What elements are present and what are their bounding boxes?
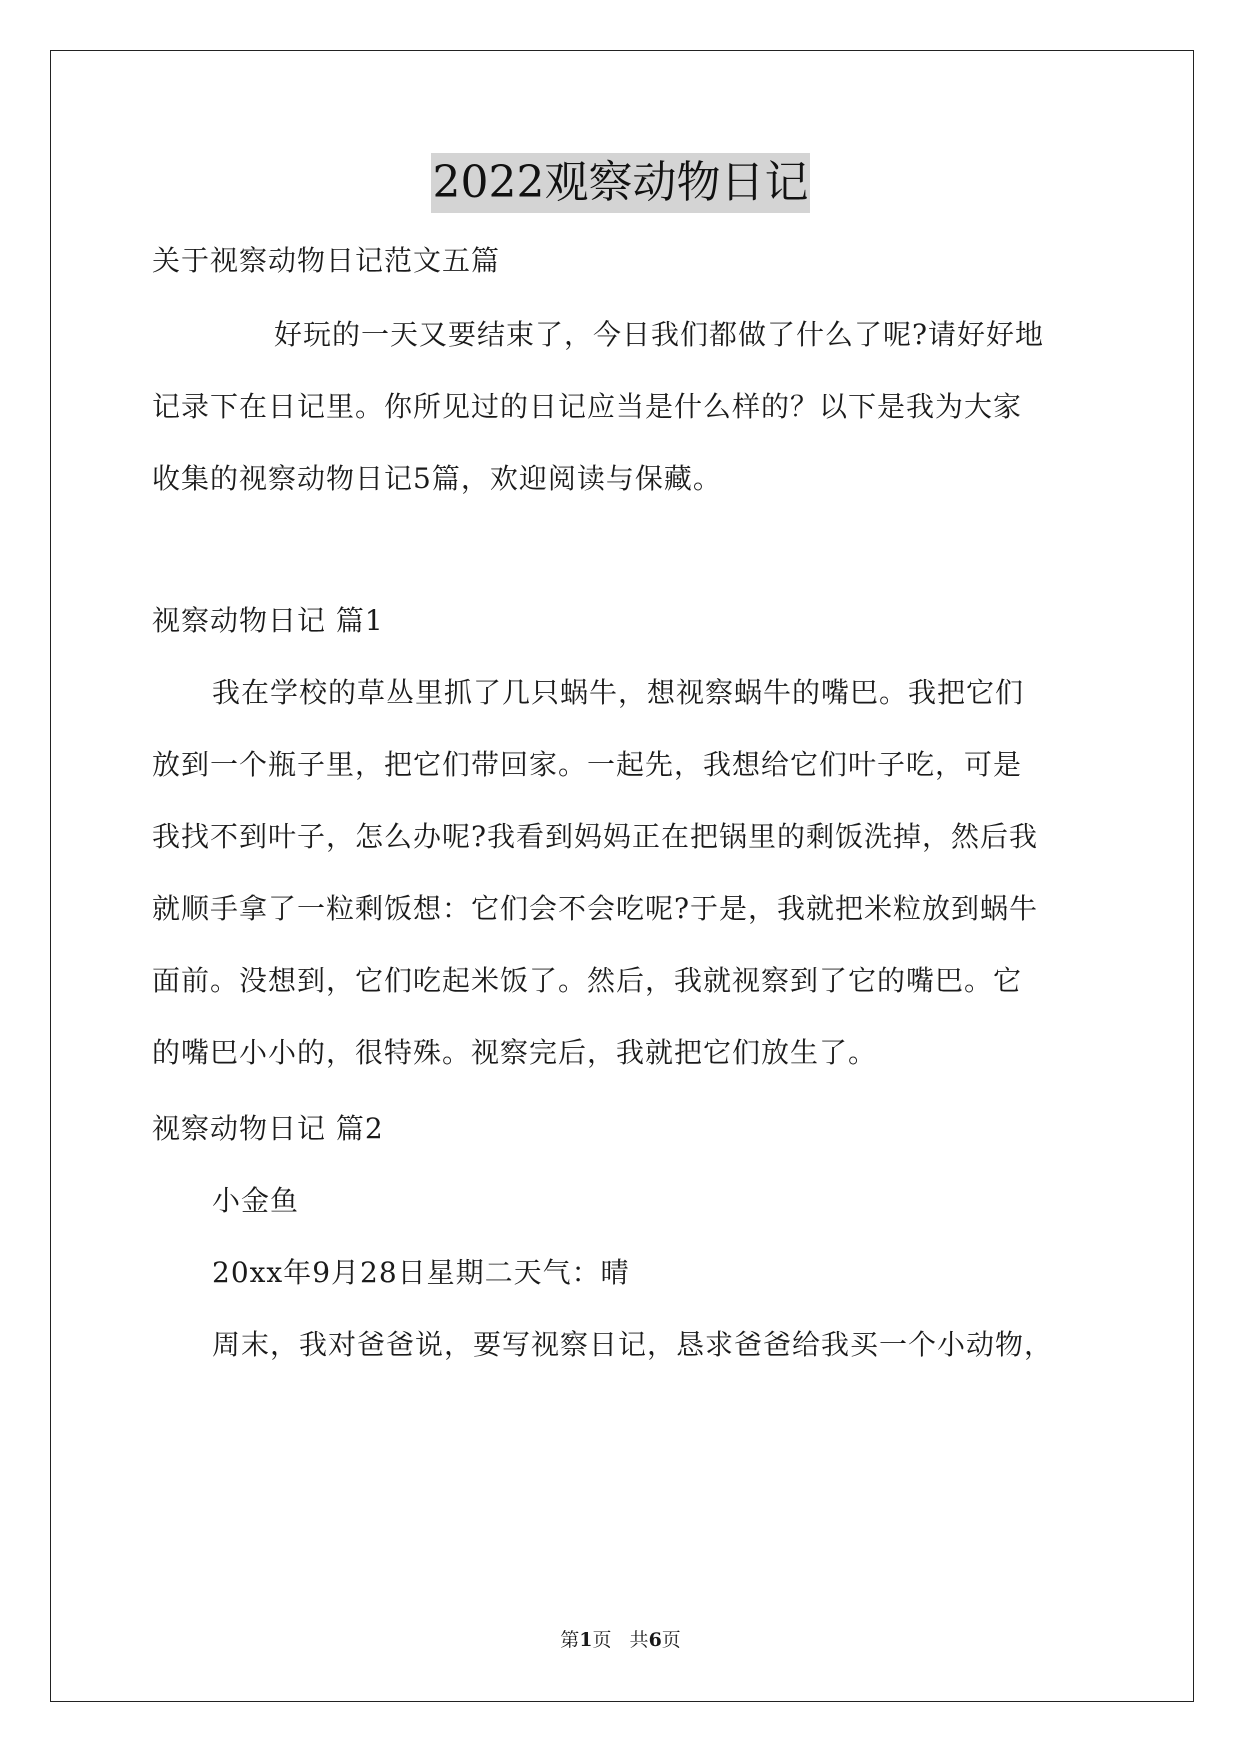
intro-line: 好玩的一天又要结束了，今日我们都做了什么了呢?请好好地 [274,318,1045,351]
title-wrapper [0,153,1241,213]
footer-page-current: 1 [579,1629,593,1651]
section1-line: 的嘴巴小小的，很特殊。视察完后，我就把它们放生了。 [152,1036,878,1069]
section1-line: 我在学校的草丛里抓了几只蜗牛，想视察蜗牛的嘴巴。我把它们 [212,676,1025,709]
section-heading-1: 视察动物日记 篇1 [152,604,384,637]
document-title: 2022观察动物日记 [431,153,811,213]
footer-page-prefix: 第 [560,1629,580,1651]
section2-line: 小金鱼 [212,1184,300,1217]
intro-line: 收集的视察动物日记5篇，欢迎阅读与保藏。 [152,462,722,495]
section2-line: 周末，我对爸爸说，要写视察日记，恳求爸爸给我买一个小动物， [212,1328,1054,1361]
footer-page-total: 6 [648,1629,662,1651]
page-footer [0,1627,1241,1653]
section2-line: 20xx年9月28日星期二天气：晴 [212,1256,630,1289]
section-heading-2: 视察动物日记 篇2 [152,1112,384,1145]
section1-line: 我找不到叶子，怎么办呢?我看到妈妈正在把锅里的剩饭洗掉，然后我 [152,820,1039,853]
section1-line: 放到一个瓶子里，把它们带回家。一起先，我想给它们叶子吃，可是 [152,748,1023,781]
document-subtitle: 关于视察动物日记范文五篇 [152,244,501,277]
page-border [50,50,1194,1702]
section1-line: 就顺手拿了一粒剩饭想：它们会不会吃呢?于是，我就把米粒放到蜗牛 [152,892,1039,925]
section1-line: 面前。没想到，它们吃起米饭了。然后，我就视察到了它的嘴巴。它 [152,964,1023,997]
footer-page-suffix: 页 [661,1629,681,1651]
intro-line: 记录下在日记里。你所见过的日记应当是什么样的？以下是我为大家 [152,390,1023,423]
footer-page-mid: 页 共 [592,1629,649,1651]
